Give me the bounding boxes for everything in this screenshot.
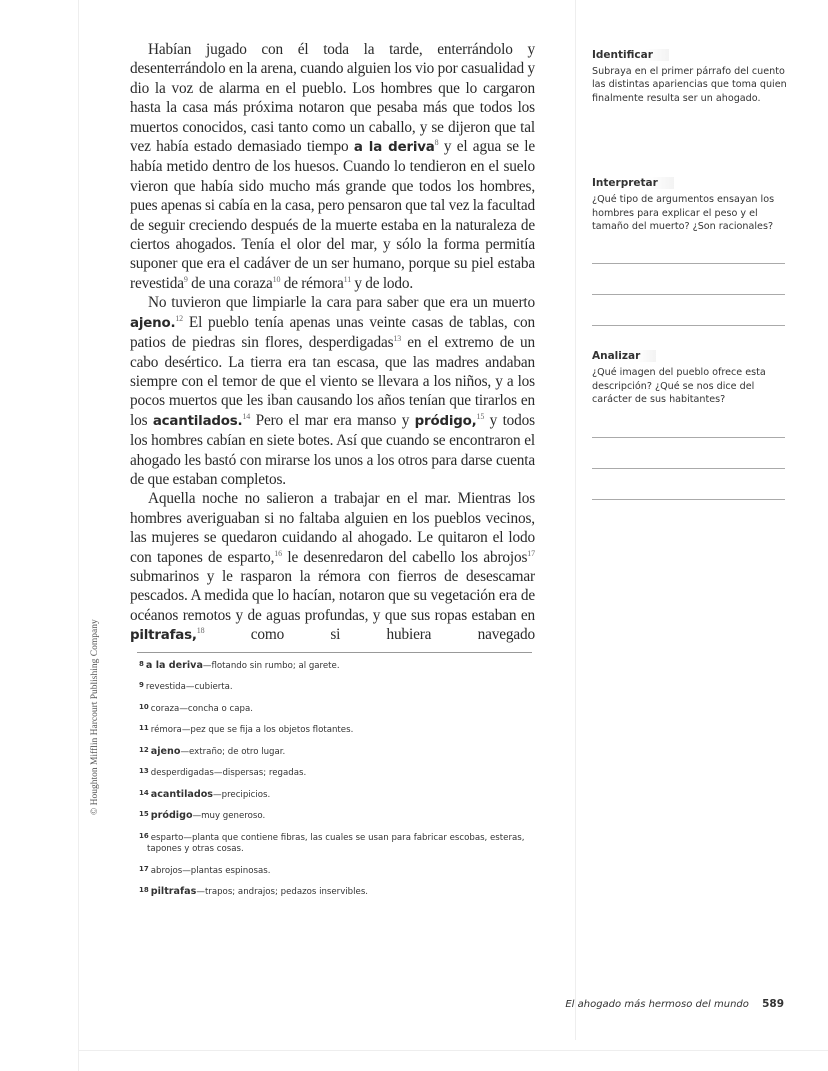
text-run: y de lodo. — [351, 274, 414, 292]
footnote-number: 10 — [139, 702, 149, 711]
footnote — [139, 809, 535, 823]
footnote-ref: 10 — [272, 274, 281, 284]
text-run: Pero el mar era manso y — [250, 411, 415, 429]
footnote-term: abrojos — [150, 865, 183, 876]
footnote-ref: 14 — [242, 411, 251, 421]
story-paragraph — [130, 489, 535, 645]
spacer — [592, 326, 787, 344]
text-run: submarinos y le rasparon la rémora con fierros de desescamar pescados. A medida que lo hacían, notaron que su vegetación era de océanos remotos y de aguas profundas, y que sus ropas estaban en — [130, 567, 535, 624]
footnote-definition: —trapos; andrajos; pedazos inservibles. — [196, 887, 369, 898]
text-run: en el extremo de un cabo desértico. La tierra era tan escasa, que las madres andaban siempre con el temor de que el viento se llevara a los niños, y a los pocos muertos que les iban causando los años tenían que tirarlos en los — [130, 334, 535, 429]
footnote-ref: 11 — [343, 274, 352, 284]
footnote-ref: 13 — [393, 334, 402, 344]
footnote-definition: —precipicios. — [213, 789, 271, 800]
identificar-heading: Identificar — [592, 49, 669, 61]
text-run: Aquella noche no salieron a trabajar en el mar. Mientras los hombres averiguaban si no faltaba alguien en los pueblos vecinos, las mujeres se quedaron cuidando al ahogado. Le quitaron el lodo con tapones de esparto, — [130, 490, 535, 566]
footnote-ref: 12 — [175, 313, 184, 323]
footnote — [139, 788, 535, 802]
copyright-notice: © Houghton Mifflin Harcourt Publishing Company — [90, 619, 100, 815]
answer-line[interactable] — [592, 468, 785, 469]
footnote-ref: 18 — [196, 626, 205, 636]
answer-line[interactable] — [592, 499, 785, 500]
sidebar-divider — [575, 0, 576, 1040]
answer-line[interactable] — [592, 294, 785, 295]
footnote-definition: —concha o capa. — [179, 703, 253, 714]
main-column — [130, 40, 535, 907]
text-run: Habían jugado con él toda la tarde, enterrándolo y desenterrándolo en la arena, cuando alguien los vio por casualidad y dio la voz de alarma en el pueblo. Los hombres que lo cargaron hasta la casa más próxima notaron que pesaba más que todos los muertos conocidos, casi tanto como un caballo, y se dijeron que tal vez había estado demasiado tiempo — [130, 41, 535, 156]
text-run: El pueblo tenía apenas unas veinte casas de tablas, con patios de piedras sin flores, desperdigadas — [130, 313, 535, 352]
footnote-term: a la deriva — [145, 659, 203, 671]
footnote — [139, 680, 535, 694]
footnote-term: esparto — [150, 832, 184, 843]
footnote — [139, 659, 535, 673]
story-paragraph — [130, 40, 535, 293]
footnote-number: 14 — [139, 788, 149, 797]
text-run: y el agua se le había metido dentro de los huesos. Cuando lo tendieron en el suelo vieron que había sido mucho más grande que todos los hombres, pues apenas si cabía en la casa, pero pensaron que tal vez la facultad de seguir creciendo después de la muerte estaba en la naturaleza de ciertos ahogados. Tenía el olor del mar, y sólo la forma permitía suponer que era el cadáver de un ser humano, porque su piel estaba revestida — [130, 138, 535, 292]
footnote — [139, 745, 535, 759]
interpretar-prompt: ¿Qué tipo de argumentos ensayan los hombres para explicar el peso y el tamaño del muerto? ¿Son racionales? — [592, 194, 775, 233]
footnote-number: 16 — [139, 831, 149, 840]
footnote-ref: 16 — [274, 548, 282, 558]
spacer — [592, 105, 787, 171]
footnote-ref: 9 — [183, 274, 188, 284]
footnote-number: 12 — [139, 745, 149, 754]
analizar-heading: Analizar — [592, 350, 656, 362]
vocabulary-term: a la deriva — [353, 140, 435, 156]
page-footer — [565, 998, 784, 1010]
footnote-number: 17 — [139, 864, 149, 873]
footnote-number: 11 — [139, 724, 149, 733]
footer-title: El ahogado más hermoso del mundo — [565, 999, 749, 1010]
footnote-definition: —plantas espinosas. — [182, 865, 271, 876]
footnote-definition: —extraño; de otro lugar. — [180, 746, 286, 757]
footnote-number: 15 — [139, 810, 149, 819]
margin-line — [78, 0, 79, 1071]
vocabulary-term: acantilados. — [152, 413, 243, 429]
sidebar-interpretar — [592, 171, 787, 233]
text-run: como si hubiera navegado — [204, 626, 535, 644]
footnote-term: rémora — [150, 725, 182, 736]
text-run: y todos los hombres cabían en siete botes. Así que cuando se encontraron el ahogado les bastó con mirarse los unos a los otros para darse cuenta de que estaban completos. — [130, 411, 535, 488]
footnote-number: 9 — [139, 681, 144, 690]
footnote-number: 18 — [139, 886, 149, 895]
bottom-edge — [78, 1050, 828, 1051]
answer-line[interactable] — [592, 263, 785, 264]
story-text — [130, 40, 535, 646]
sidebar — [592, 43, 787, 500]
text-run: de rémora — [280, 274, 344, 292]
footnote-ref: 17 — [527, 548, 535, 558]
text-run: de una coraza — [187, 274, 273, 292]
footnote-term: revestida — [145, 682, 186, 693]
footnote-term: ajeno — [150, 745, 181, 757]
sidebar-identificar — [592, 43, 787, 105]
vocabulary-term: ajeno. — [130, 315, 176, 331]
footnote-number: 13 — [139, 767, 149, 776]
footnote-term: piltrafas — [150, 886, 197, 898]
footnote — [139, 885, 535, 899]
identificar-prompt: Subraya en el primer párrafo del cuento las distintas apariencias que toma quien finalmente resulta ser un ahogado. — [592, 66, 787, 104]
footnote-definition: —cubierta. — [185, 682, 233, 693]
answer-line[interactable] — [592, 437, 785, 438]
footnote-term: desperdigadas — [150, 768, 214, 779]
footnote — [139, 702, 535, 716]
analizar-prompt: ¿Qué imagen del pueblo ofrece esta descripción? ¿Qué se nos dice del carácter de sus habitantes? — [592, 367, 766, 406]
footnote — [139, 766, 535, 780]
text-run: No tuvieron que limpiarle la cara para saber que era un muerto — [148, 294, 535, 312]
sidebar-analizar — [592, 344, 787, 406]
footnote-definition: —dispersas; regadas. — [213, 768, 307, 779]
vocabulary-term: pródigo, — [414, 413, 477, 429]
page-number: 589 — [762, 998, 784, 1010]
footnote-ref: 8 — [434, 138, 439, 148]
footnote-definition: —pez que se fija a los objetos flotantes. — [181, 725, 354, 736]
footnote-definition: —muy generoso. — [192, 811, 266, 822]
footnote-ref: 15 — [476, 411, 485, 421]
footnotes — [139, 659, 535, 907]
footnote-rule — [137, 652, 532, 653]
footnote-term: pródigo — [150, 810, 193, 822]
footnote-definition: —planta que contiene fibras, las cuales se usan para fabricar escobas, esteras, tapones y otras cosas. — [147, 832, 525, 855]
footnote-definition: —flotando sin rumbo; al garete. — [202, 660, 340, 671]
footnote-number: 8 — [139, 659, 144, 668]
vocabulary-term: piltrafas, — [130, 628, 197, 644]
footnote — [139, 831, 535, 856]
footnote-term: coraza — [150, 703, 180, 714]
footnote-term: acantilados — [150, 788, 214, 800]
footnote — [139, 864, 535, 878]
story-paragraph — [130, 293, 535, 489]
footnote — [139, 723, 535, 737]
interpretar-heading: Interpretar — [592, 177, 674, 189]
text-run: le desenredaron del cabello los abrojos — [282, 548, 528, 566]
